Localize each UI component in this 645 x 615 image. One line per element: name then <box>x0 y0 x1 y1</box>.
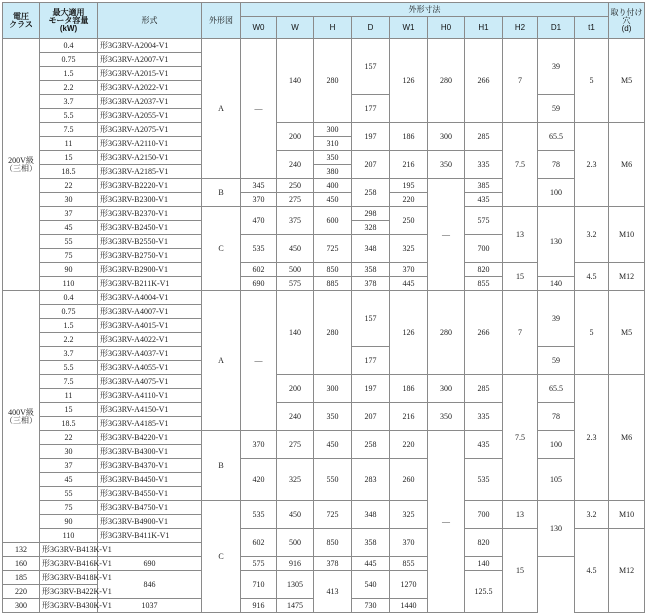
header-col-d1: D1 <box>538 17 575 39</box>
d-cell: 197 <box>352 123 390 151</box>
model-cell: 形3G3RV-B411K-V1 <box>98 529 202 543</box>
d1-cell: 140 <box>465 557 503 571</box>
w1-cell: 325 <box>390 235 428 263</box>
model-cell: 形3G3RV-B422K-V1 <box>40 585 98 599</box>
voltage-class-cell: 200V級 （三相） <box>3 39 40 291</box>
h-cell: 380 <box>314 165 352 179</box>
motor-capacity-cell: 11 <box>40 137 98 151</box>
table-row <box>3 291 645 305</box>
d-cell: 283 <box>352 459 390 501</box>
motor-capacity-cell: 55 <box>40 487 98 501</box>
h1-cell: 820 <box>465 529 503 557</box>
h-cell: 850 <box>314 263 352 277</box>
motor-capacity-cell: 55 <box>40 235 98 249</box>
w-cell: 140 <box>277 291 314 375</box>
outline-figure-cell: C <box>202 501 241 613</box>
model-cell: 形3G3RV-B4550-V1 <box>98 487 202 501</box>
h-cell: 300 <box>314 123 352 137</box>
motor-capacity-cell: 90 <box>40 515 98 529</box>
model-cell: 形3G3RV-A2022-V1 <box>98 81 202 95</box>
motor-capacity-cell: 45 <box>40 221 98 235</box>
h-cell: 550 <box>314 459 352 501</box>
w-cell: 325 <box>277 459 314 501</box>
h2-cell: 15 <box>503 263 538 291</box>
model-cell: 形3G3RV-B413K-V1 <box>40 543 98 557</box>
h0-cell: 280 <box>428 291 465 375</box>
header-col-d: D <box>352 17 390 39</box>
d1-cell: 130 <box>538 501 575 557</box>
motor-capacity-cell: 5.5 <box>40 109 98 123</box>
d1-cell: 100 <box>538 431 575 459</box>
d1-cell: 140 <box>538 277 575 291</box>
motor-capacity-cell: 7.5 <box>40 375 98 389</box>
t1-cell: 3.2 <box>575 501 609 529</box>
header-col-h: H <box>314 17 352 39</box>
motor-capacity-cell: 1.5 <box>40 67 98 81</box>
table-row <box>3 207 645 221</box>
motor-capacity-cell: 2.2 <box>40 333 98 347</box>
h-cell: 725 <box>314 501 352 529</box>
h0-cell: ― <box>428 179 465 291</box>
motor-capacity-cell: 1.5 <box>40 319 98 333</box>
table-row <box>3 179 645 193</box>
model-cell: 形3G3RV-A4015-V1 <box>98 319 202 333</box>
w0-cell: 370 <box>241 193 277 207</box>
h2-cell: 13 <box>503 207 538 263</box>
table-row <box>3 571 645 585</box>
h0-cell: ― <box>428 431 465 613</box>
motor-capacity-cell: 75 <box>40 501 98 515</box>
w1-cell: 220 <box>390 193 428 207</box>
d-cell: 197 <box>352 375 390 403</box>
d1-cell: 105 <box>538 459 575 501</box>
h1-cell: 435 <box>465 431 503 459</box>
motor-capacity-cell: 185 <box>3 571 40 585</box>
h-cell: 350 <box>314 151 352 165</box>
h-cell: 450 <box>314 193 352 207</box>
h-cell: 280 <box>314 39 352 123</box>
model-cell: 形3G3RV-B430K-V1 <box>40 599 98 613</box>
w1-cell: 325 <box>390 501 428 529</box>
w1-cell: 186 <box>390 375 428 403</box>
w1-cell: 445 <box>352 557 390 571</box>
h1-cell: 1440 <box>390 599 428 613</box>
d-cell: 298 <box>352 207 390 221</box>
motor-capacity-cell: 90 <box>40 263 98 277</box>
h0-cell: 300 <box>428 375 465 403</box>
motor-capacity-cell: 18.5 <box>40 165 98 179</box>
w1-cell: 540 <box>352 571 390 599</box>
model-cell: 形3G3RV-A2037-V1 <box>98 95 202 109</box>
h-cell: 885 <box>314 277 352 291</box>
header-col-w1: W1 <box>390 17 428 39</box>
table-row <box>3 557 645 571</box>
d1-cell: 125.5 <box>465 571 503 613</box>
model-cell: 形3G3RV-A2007-V1 <box>98 53 202 67</box>
w0-cell: 690 <box>98 557 202 571</box>
model-cell: 形3G3RV-A4022-V1 <box>98 333 202 347</box>
motor-capacity-cell: 18.5 <box>40 417 98 431</box>
d1-cell: 59 <box>538 347 575 375</box>
model-cell: 形3G3RV-B4300-V1 <box>98 445 202 459</box>
motor-capacity-cell: 37 <box>40 207 98 221</box>
w1-cell: 216 <box>390 151 428 179</box>
motor-capacity-cell: 3.7 <box>40 95 98 109</box>
motor-capacity-cell: 45 <box>40 473 98 487</box>
w0-cell: 470 <box>241 207 277 235</box>
h-cell: 350 <box>314 403 352 431</box>
w0-cell: 602 <box>241 529 277 557</box>
h-cell: 400 <box>314 179 352 193</box>
h1-cell: 335 <box>465 151 503 179</box>
w0-cell: 345 <box>241 179 277 193</box>
d-cell: 358 <box>352 529 390 557</box>
outline-figure-cell: A <box>202 39 241 179</box>
h-cell: 280 <box>314 291 352 375</box>
h2-cell: 13 <box>503 501 538 529</box>
d-cell: 358 <box>352 263 390 277</box>
h-cell: 1305 <box>277 571 314 599</box>
model-cell: 形3G3RV-B4750-V1 <box>98 501 202 515</box>
outline-figure-cell: B <box>202 431 241 501</box>
model-cell: 形3G3RV-A2004-V1 <box>98 39 202 53</box>
w0-cell: 602 <box>241 263 277 277</box>
table-row <box>3 123 645 137</box>
h-cell: 725 <box>314 235 352 263</box>
motor-capacity-cell: 0.75 <box>40 53 98 67</box>
w-cell: 500 <box>277 263 314 277</box>
outline-figure-cell: B <box>202 179 241 207</box>
mounting-hole-cell: M6 <box>609 375 645 501</box>
w-cell: 575 <box>277 277 314 291</box>
t1-cell: 5 <box>575 39 609 123</box>
d1-cell: 65.5 <box>538 123 575 151</box>
model-cell: 形3G3RV-B416K-V1 <box>40 557 98 571</box>
w-cell: 450 <box>277 235 314 263</box>
w0-cell: 535 <box>241 501 277 529</box>
h0-cell: 300 <box>428 123 465 151</box>
model-cell: 形3G3RV-A2075-V1 <box>98 123 202 137</box>
w-cell: 275 <box>277 193 314 207</box>
d-cell: 157 <box>352 291 390 347</box>
d1-cell: 130 <box>538 207 575 277</box>
w1-cell: 216 <box>390 403 428 431</box>
h-cell: 450 <box>314 431 352 459</box>
motor-capacity-cell: 3.7 <box>40 347 98 361</box>
motor-capacity-cell: 15 <box>40 151 98 165</box>
model-cell: 形3G3RV-A4055-V1 <box>98 361 202 375</box>
voltage-class-cell: 400V級 （三相） <box>3 291 40 543</box>
d1-cell: 78 <box>538 403 575 431</box>
model-cell: 形3G3RV-B2450-V1 <box>98 221 202 235</box>
d1-cell: 78 <box>538 151 575 179</box>
outline-figure-cell: C <box>202 207 241 291</box>
h-cell: 916 <box>277 557 314 571</box>
mounting-hole-cell: M6 <box>609 123 645 207</box>
w-cell: 250 <box>277 179 314 193</box>
model-cell: 形3G3RV-A4110-V1 <box>98 389 202 403</box>
w1-cell: 220 <box>390 431 428 459</box>
w-cell: 140 <box>277 39 314 123</box>
model-cell: 形3G3RV-A4004-V1 <box>98 291 202 305</box>
w0-cell: 535 <box>241 235 277 263</box>
d1-cell: 39 <box>538 291 575 347</box>
model-cell: 形3G3RV-A2055-V1 <box>98 109 202 123</box>
w1-cell: 186 <box>390 123 428 151</box>
w1-cell: 370 <box>390 263 428 277</box>
t1-cell: 3.2 <box>575 207 609 263</box>
model-cell: 形3G3RV-A4075-V1 <box>98 375 202 389</box>
model-cell: 形3G3RV-B2750-V1 <box>98 249 202 263</box>
h0-cell: 280 <box>428 39 465 123</box>
model-cell: 形3G3RV-A4007-V1 <box>98 305 202 319</box>
w-cell: 240 <box>277 151 314 179</box>
model-cell: 形3G3RV-B4220-V1 <box>98 431 202 445</box>
w0-cell: 370 <box>241 431 277 459</box>
w-cell: 500 <box>277 529 314 557</box>
d-cell: 258 <box>352 431 390 459</box>
mounting-hole-cell: M10 <box>609 207 645 263</box>
model-cell: 形3G3RV-B4370-V1 <box>98 459 202 473</box>
w-cell: 575 <box>241 557 277 571</box>
w0-cell: ― <box>241 291 277 431</box>
w-cell: 916 <box>241 599 277 613</box>
w1-cell: 370 <box>390 529 428 557</box>
motor-capacity-cell: 5.5 <box>40 361 98 375</box>
h1-cell: 285 <box>465 375 503 403</box>
d-cell: 348 <box>352 235 390 263</box>
model-cell: 形3G3RV-B211K-V1 <box>98 277 202 291</box>
d-cell: 378 <box>314 557 352 571</box>
h0-cell: 350 <box>428 403 465 431</box>
h-cell: 310 <box>314 137 352 151</box>
model-cell: 形3G3RV-B2300-V1 <box>98 193 202 207</box>
h2-cell: 7 <box>503 291 538 375</box>
mounting-hole-cell: M5 <box>609 291 645 375</box>
h0-cell: 350 <box>428 151 465 179</box>
model-cell: 形3G3RV-B2550-V1 <box>98 235 202 249</box>
motor-capacity-cell: 0.4 <box>40 39 98 53</box>
model-cell: 形3G3RV-B2220-V1 <box>98 179 202 193</box>
t1-cell: 4.5 <box>575 529 609 613</box>
w1-cell: 250 <box>390 207 428 235</box>
model-cell: 形3G3RV-A4185-V1 <box>98 417 202 431</box>
motor-capacity-cell: 0.75 <box>40 305 98 319</box>
h1-cell: 855 <box>390 557 428 571</box>
d-cell: 177 <box>352 347 390 375</box>
d1-cell: 39 <box>538 39 575 95</box>
motor-capacity-cell: 11 <box>40 389 98 403</box>
w1-cell: 260 <box>390 459 428 501</box>
w-cell: 240 <box>277 403 314 431</box>
motor-capacity-cell: 22 <box>40 431 98 445</box>
h1-cell: 575 <box>465 207 503 235</box>
header-model: 形式 <box>98 3 202 39</box>
table-row <box>3 403 645 417</box>
w0-cell: ― <box>241 39 277 179</box>
motor-capacity-cell: 37 <box>40 459 98 473</box>
model-cell: 形3G3RV-A4150-V1 <box>98 403 202 417</box>
h1-cell: 700 <box>465 235 503 263</box>
h-cell: 1475 <box>277 599 314 613</box>
table-body <box>3 39 645 613</box>
t1-cell: 5 <box>575 291 609 375</box>
mounting-hole-cell: M5 <box>609 39 645 123</box>
h1-cell: 266 <box>465 39 503 123</box>
model-cell: 形3G3RV-B418K-V1 <box>40 571 98 585</box>
table-row <box>3 431 645 445</box>
motor-capacity-cell: 110 <box>40 529 98 543</box>
model-cell: 形3G3RV-B4450-V1 <box>98 473 202 487</box>
mounting-hole-cell: M10 <box>609 501 645 529</box>
header-col-h0: H0 <box>428 17 465 39</box>
h-cell: 300 <box>314 375 352 403</box>
header-col-t1: t1 <box>575 17 609 39</box>
model-cell: 形3G3RV-B2370-V1 <box>98 207 202 221</box>
table-row <box>3 277 645 291</box>
motor-capacity-cell: 132 <box>3 543 40 557</box>
mounting-hole-cell: M12 <box>609 529 645 613</box>
motor-capacity-cell: 30 <box>40 445 98 459</box>
dimensions-table <box>2 2 645 613</box>
h2-cell: 7.5 <box>503 123 538 207</box>
w-cell: 200 <box>277 375 314 403</box>
h2-cell: 15 <box>503 529 538 613</box>
table-row <box>3 375 645 389</box>
table-row <box>3 39 645 53</box>
d1-cell: 65.5 <box>538 375 575 403</box>
header-col-w: W <box>277 17 314 39</box>
d-cell: 413 <box>314 571 352 613</box>
d-cell: 328 <box>352 221 390 235</box>
motor-capacity-cell: 30 <box>40 193 98 207</box>
t1-cell: 4.5 <box>575 263 609 291</box>
motor-capacity-cell: 160 <box>3 557 40 571</box>
header-col-w0: W0 <box>241 17 277 39</box>
w0-cell: 690 <box>241 277 277 291</box>
table-row <box>3 501 645 515</box>
t1-cell: 2.3 <box>575 123 609 207</box>
header-col-h2: H2 <box>503 17 538 39</box>
d-cell: 258 <box>352 179 390 207</box>
h1-cell: 1270 <box>390 571 428 599</box>
motor-capacity-cell: 220 <box>3 585 40 599</box>
header-outline-figure: 外形図 <box>202 3 241 39</box>
header-col-h1: H1 <box>465 17 503 39</box>
h1-cell: 855 <box>465 277 503 291</box>
motor-capacity-cell: 7.5 <box>40 123 98 137</box>
h1-cell: 385 <box>465 179 503 193</box>
motor-capacity-cell: 75 <box>40 249 98 263</box>
d1-cell: 100 <box>538 179 575 207</box>
h-cell: 600 <box>314 207 352 235</box>
d-cell: 207 <box>352 151 390 179</box>
h2-cell: 7.5 <box>503 375 538 501</box>
w-cell: 710 <box>241 571 277 599</box>
h1-cell: 435 <box>465 193 503 207</box>
motor-capacity-cell: 0.4 <box>40 291 98 305</box>
motor-capacity-cell: 300 <box>3 599 40 613</box>
h1-cell: 335 <box>465 403 503 431</box>
w1-cell: 126 <box>390 39 428 123</box>
h-cell: 850 <box>314 529 352 557</box>
w0-cell: 1037 <box>98 599 202 613</box>
motor-capacity-cell: 22 <box>40 179 98 193</box>
d-cell: 348 <box>352 501 390 529</box>
header-motor-capacity: 最大適用 モータ容量 (kW) <box>40 3 98 39</box>
model-cell: 形3G3RV-B2900-V1 <box>98 263 202 277</box>
model-cell: 形3G3RV-A2015-V1 <box>98 67 202 81</box>
w1-cell: 126 <box>390 291 428 375</box>
t1-cell: 2.3 <box>575 375 609 501</box>
motor-capacity-cell: 2.2 <box>40 81 98 95</box>
w-cell: 275 <box>277 431 314 459</box>
w-cell: 450 <box>277 501 314 529</box>
model-cell: 形3G3RV-A2185-V1 <box>98 165 202 179</box>
model-cell: 形3G3RV-A2150-V1 <box>98 151 202 165</box>
w0-cell: 420 <box>241 459 277 501</box>
h1-cell: 535 <box>465 459 503 501</box>
model-cell: 形3G3RV-A4037-V1 <box>98 347 202 361</box>
h1-cell: 285 <box>465 123 503 151</box>
motor-capacity-cell: 15 <box>40 403 98 417</box>
h1-cell: 700 <box>465 501 503 529</box>
w0-cell: 846 <box>98 571 202 599</box>
outline-figure-cell: A <box>202 291 241 431</box>
header-mounting-hole: 取り付け 穴 (d) <box>609 3 645 39</box>
header-outer-dimensions: 外形寸法 <box>241 3 609 17</box>
w1-cell: 445 <box>390 277 428 291</box>
w-cell: 375 <box>277 207 314 235</box>
d1-cell: 59 <box>538 95 575 123</box>
w1-cell: 195 <box>390 179 428 193</box>
d-cell: 207 <box>352 403 390 431</box>
header-voltage-class: 電圧 クラス <box>3 3 40 39</box>
w1-cell: 730 <box>352 599 390 613</box>
model-cell: 形3G3RV-A2110-V1 <box>98 137 202 151</box>
d-cell: 157 <box>352 39 390 95</box>
table-row <box>3 459 645 473</box>
w-cell: 200 <box>277 123 314 151</box>
h2-cell: 7 <box>503 39 538 123</box>
d-cell: 177 <box>352 95 390 123</box>
d-cell: 378 <box>352 277 390 291</box>
motor-capacity-cell: 110 <box>40 277 98 291</box>
table-row <box>3 151 645 165</box>
mounting-hole-cell: M12 <box>609 263 645 291</box>
h1-cell: 266 <box>465 291 503 375</box>
h1-cell: 820 <box>465 263 503 277</box>
model-cell: 形3G3RV-B4900-V1 <box>98 515 202 529</box>
